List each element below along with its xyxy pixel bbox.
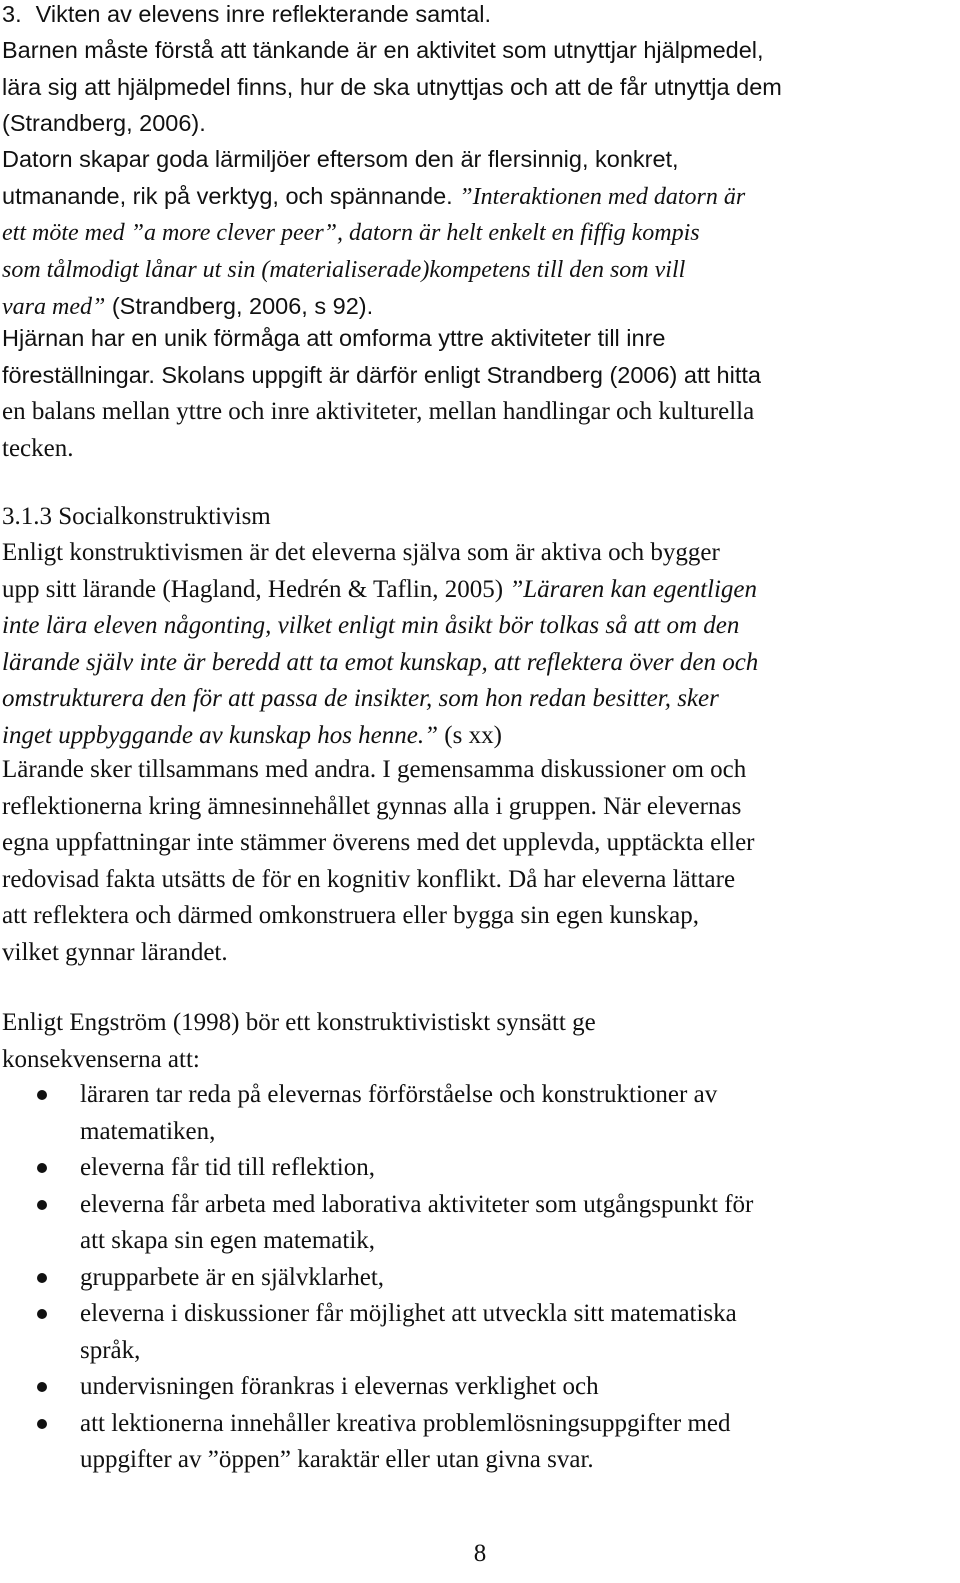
text-line: Lärande sker tillsammans med andra. I gemensamma diskussioner om och — [2, 756, 747, 783]
paragraph-constructivism — [2, 535, 958, 754]
quote-segment: ”Interaktionen med datorn är — [459, 183, 746, 210]
text-line: vilket gynnar lärandet. — [2, 938, 228, 966]
text-line: Barnen måste förstå att tänkande är en aktivitet som utnyttjar hjälpmedel, — [2, 37, 764, 63]
text-line: Enligt konstruktivismen är det eleverna själva som är aktiva och bygger — [2, 539, 720, 566]
quote-segment: inget uppbyggande av kunskap hos henne.” — [2, 721, 439, 749]
list-item — [0, 1296, 956, 1369]
bullet-icon — [37, 1200, 47, 1210]
list-item-line: matematiken, — [80, 1117, 216, 1145]
citation-segment: (Strandberg, 2006, s 92). — [105, 293, 374, 319]
numbered-heading-item — [2, 0, 958, 33]
quote-segment: vara med” — [2, 294, 106, 320]
bullet-icon — [37, 1163, 47, 1173]
text-line — [2, 718, 958, 755]
list-item-line: läraren tar reda på elevernas förförståelse och konstruktioner av — [80, 1081, 718, 1108]
text-line: konsekvenserna att: — [2, 1045, 200, 1073]
consequences-list — [0, 1077, 956, 1479]
list-item — [0, 1369, 956, 1406]
bullet-icon — [37, 1419, 47, 1429]
paragraph-engstrom — [2, 1005, 958, 1078]
paragraph-learning-together — [2, 752, 958, 971]
list-item-line: eleverna får arbeta med laborativa aktiviteter som utgångspunkt för — [80, 1190, 754, 1218]
list-item-line: grupparbete är en självklarhet, — [80, 1263, 385, 1291]
heading-item-number: 3. — [2, 1, 22, 27]
list-item-line: att skapa sin egen matematik, — [80, 1227, 376, 1254]
list-item-line: eleverna får tid till reflektion, — [80, 1154, 376, 1181]
text-line: Hjärnan har en unik förmåga att omforma yttre aktiviteter till inre — [2, 325, 666, 351]
text-line: lära sig att hjälpmedel finns, hur de ska utnyttjas och att de får utnyttja dem — [2, 73, 782, 100]
heading-item-text: Vikten av elevens inre reflekterande samtal. — [35, 1, 492, 27]
page-number: 8 — [473, 1540, 487, 1567]
quote-line: ett möte med ”a more clever peer”, datorn är helt enkelt en fiffig kompis — [2, 220, 700, 246]
citation-segment: (s xx) — [438, 721, 502, 749]
text-line: redovisad fakta utsätts de för en kognitiv konflikt. Då har eleverna lättare — [2, 865, 736, 893]
quote-line: lärande själv inte är beredd att ta emot kunskap, att reflektera över den och — [2, 648, 759, 676]
list-item — [0, 1187, 956, 1260]
text-segment: utmanande, rik på verktyg, och spännande. — [2, 182, 460, 209]
paragraph-brain — [2, 320, 958, 467]
text-line: en balans mellan yttre och inre aktiviteter, mellan handlingar och kulturella — [2, 398, 755, 425]
list-item — [0, 1150, 956, 1187]
heading-item-line — [2, 0, 958, 33]
text-line — [2, 572, 958, 609]
text-line: Datorn skapar goda lärmiljöer eftersom den är flersinnig, konkret, — [2, 146, 679, 172]
text-line: Enligt Engström (1998) bör ett konstruktivistiskt synsätt ge — [2, 1009, 596, 1036]
text-line — [2, 178, 958, 216]
text-line: att reflektera och därmed omkonstruera eller bygga sin egen kunskap, — [2, 902, 699, 929]
list-item — [0, 1260, 956, 1297]
text-line: tecken. — [2, 434, 74, 462]
bullet-icon — [37, 1309, 47, 1319]
text-segment: upp sitt lärande (Hagland, Hedrén & Taflin, 2005) — [2, 575, 510, 603]
paragraph-tools — [2, 32, 958, 142]
list-item — [0, 1077, 956, 1150]
quote-line: som tålmodigt lånar ut sin (materialiserade)kompetens till den som vill — [2, 256, 686, 283]
text-line: egna uppfattningar inte stämmer överens med det upplevda, upptäckta eller — [2, 829, 755, 856]
text-line — [2, 357, 958, 395]
text-line: reflektionerna kring ämnesinnehållet gynnas alla i gruppen. När elevernas — [2, 792, 742, 820]
list-item-line: språk, — [80, 1336, 141, 1364]
list-item-line: eleverna i diskussioner får möjlighet att utveckla sitt matematiska — [80, 1300, 737, 1327]
list-item-line: undervisningen förankras i elevernas verklighet och — [80, 1373, 599, 1400]
quote-line: inte lära eleven någonting, vilket enligt min åsikt bör tolkas så att om den — [2, 612, 740, 639]
section-heading — [2, 499, 958, 536]
list-item-line: att lektionerna innehåller kreativa problemlösningsuppgifter med — [80, 1409, 731, 1437]
paragraph-computer — [2, 141, 958, 326]
text-segment: föreställningar. Skolans uppgift är därför enligt Strandberg (2006) att hitta — [2, 361, 761, 388]
list-item — [0, 1406, 956, 1479]
text-line: (Strandberg, 2006). — [2, 110, 206, 136]
list-item-line: uppgifter av ”öppen” karaktär eller utan givna svar. — [80, 1446, 594, 1473]
quote-segment: ”Läraren kan egentligen — [509, 575, 758, 603]
bullet-icon — [37, 1090, 47, 1100]
quote-line: omstrukturera den för att passa de insikter, som hon redan besitter, sker — [2, 685, 719, 712]
bullet-icon — [37, 1382, 47, 1392]
section-title: 3.1.3 Socialkonstruktivism — [2, 503, 271, 530]
bullet-icon — [37, 1273, 47, 1283]
